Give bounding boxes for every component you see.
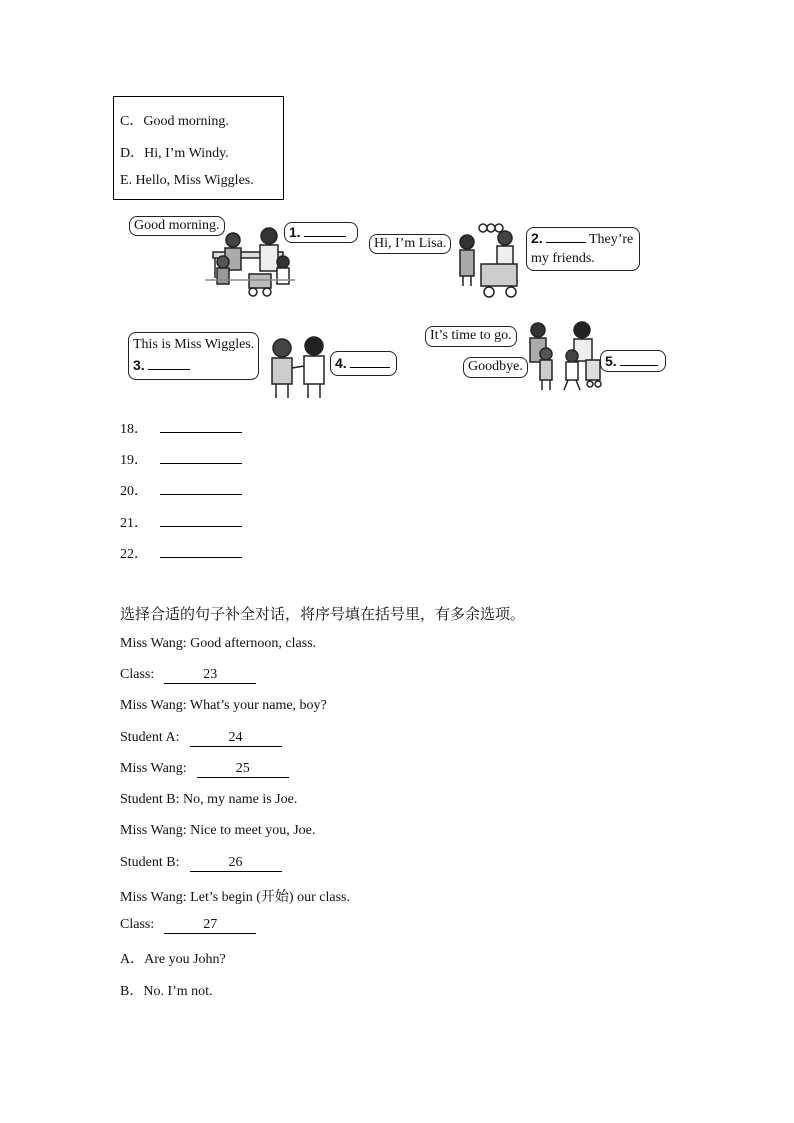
speech-text-3: This is Miss Wiggles. bbox=[133, 337, 255, 352]
dialogue-line-9: Miss Wang: Let’s begin (开始) our class. bbox=[120, 890, 350, 905]
dialogue-line-6: Student B: No, my name is Joe. bbox=[120, 792, 298, 807]
choice-b: B．No. I’m not. bbox=[120, 984, 213, 999]
answer-line-19 bbox=[120, 449, 242, 469]
girls-meeting-illustration bbox=[262, 330, 336, 400]
speaker: Student A: bbox=[120, 730, 180, 745]
bubble-number-2: 2. bbox=[531, 230, 543, 246]
answer-blank[interactable] bbox=[160, 543, 242, 558]
choice-a: A．Are you John? bbox=[120, 952, 226, 967]
bubble-number-5: 5. bbox=[605, 353, 617, 369]
answer-line-21 bbox=[120, 512, 242, 532]
answer-line-20 bbox=[120, 480, 242, 500]
speech-bubble-3 bbox=[128, 332, 259, 380]
dialogue-line-10 bbox=[120, 917, 256, 934]
answer-bubble-4 bbox=[330, 351, 397, 376]
dialogue-line-7: Miss Wang: Nice to meet you, Joe. bbox=[120, 823, 316, 838]
answer-line-22 bbox=[120, 543, 242, 563]
answer-blank[interactable] bbox=[160, 449, 242, 464]
answer-number: 21． bbox=[120, 516, 148, 531]
speech-bubble-5b: Goodbye. bbox=[463, 357, 528, 378]
answer-blank[interactable] bbox=[160, 418, 242, 433]
goodbye-illustration bbox=[524, 320, 606, 398]
speech-bubble-5a: It’s time to go. bbox=[425, 326, 517, 347]
speaker: Class: bbox=[120, 667, 155, 682]
bubble-number-4: 4. bbox=[335, 355, 347, 371]
dialogue-line-8 bbox=[120, 855, 282, 872]
option-e: E. Hello, Miss Wiggles. bbox=[120, 173, 254, 188]
dialogue-line-5 bbox=[120, 761, 289, 778]
blank-24[interactable]: 24 bbox=[190, 730, 282, 747]
bubble-number-1: 1. bbox=[289, 224, 301, 240]
answer-bubble-1 bbox=[284, 222, 358, 243]
answer-number: 22． bbox=[120, 547, 148, 562]
speaker: Student B: bbox=[120, 855, 180, 870]
bubble-number-3: 3. bbox=[133, 357, 145, 373]
answer-number: 20． bbox=[120, 484, 148, 499]
answer-line-18 bbox=[120, 418, 242, 438]
blank-26[interactable]: 26 bbox=[190, 855, 282, 872]
speaker: Class: bbox=[120, 917, 155, 932]
speech-bubble-2: Hi, I’m Lisa. bbox=[369, 234, 451, 254]
option-d: D．Hi, I’m Windy. bbox=[120, 146, 229, 161]
dialogue-line-1: Miss Wang: Good afternoon, class. bbox=[120, 636, 317, 651]
answer-number: 18． bbox=[120, 422, 148, 437]
blank-23[interactable]: 23 bbox=[164, 667, 256, 684]
theyre-text: They’re bbox=[588, 232, 634, 247]
answer-number: 19． bbox=[120, 453, 148, 468]
girl-with-friends-illustration bbox=[455, 220, 527, 304]
blank-27[interactable]: 27 bbox=[164, 917, 256, 934]
blank-25[interactable]: 25 bbox=[197, 761, 289, 778]
option-c: C．Good morning. bbox=[120, 114, 229, 129]
options-box bbox=[113, 96, 284, 200]
answer-bubble-2 bbox=[526, 227, 640, 271]
answer-blank[interactable] bbox=[160, 480, 242, 495]
dialogue-line-4 bbox=[120, 730, 282, 747]
family-park-illustration bbox=[205, 222, 295, 304]
dialogue-line-2 bbox=[120, 667, 256, 684]
answer-blank[interactable] bbox=[160, 512, 242, 527]
dialogue-line-3: Miss Wang: What’s your name, boy? bbox=[120, 698, 327, 713]
speech-bubble-1: Good morning. bbox=[129, 216, 225, 236]
section-instruction: 选择合适的句子补全对话，将序号填在括号里，有多余选项。 bbox=[120, 607, 526, 623]
my-friends-text: my friends. bbox=[531, 251, 595, 266]
answer-bubble-5 bbox=[600, 350, 666, 372]
speaker: Miss Wang: bbox=[120, 761, 187, 776]
